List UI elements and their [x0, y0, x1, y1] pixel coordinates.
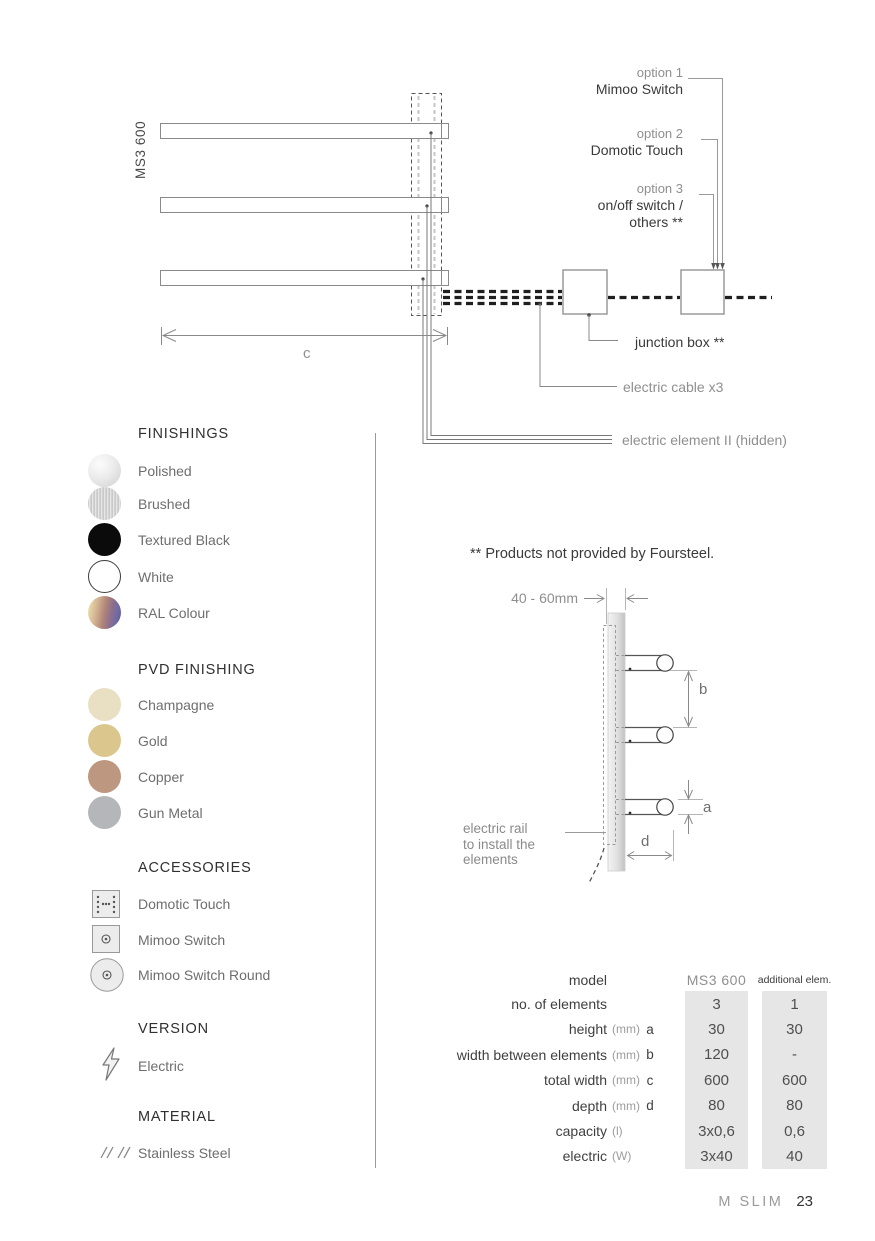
- page-footer: [718, 1193, 813, 1210]
- connection-dot: [629, 668, 632, 671]
- material-heading: MATERIAL: [138, 1109, 216, 1125]
- finishing-label: Brushed: [138, 496, 191, 512]
- electric-cable-label: electric cable x3: [623, 379, 724, 395]
- page-number: 23: [796, 1193, 813, 1210]
- swatch-champagne: [88, 688, 121, 721]
- table-cell-value: 80: [762, 1093, 827, 1118]
- towel-bar-3: [161, 271, 449, 286]
- rail-note-line: electric rail: [463, 821, 528, 836]
- table-cell-value: 80: [685, 1093, 748, 1118]
- wall-distance-label: 40 - 60mm: [511, 590, 578, 606]
- table-row-label: width between elements: [456, 1046, 607, 1063]
- connection-dot: [629, 740, 632, 743]
- table-row-label: height: [568, 1021, 607, 1038]
- electric-bolt-icon: [100, 1047, 122, 1086]
- table-row-letter: [637, 1144, 663, 1169]
- element-line-2: [427, 206, 612, 440]
- leader-line: [589, 315, 618, 341]
- towel-bars: [161, 124, 449, 286]
- arrowhead-down: [720, 263, 725, 270]
- swatch-ral-colour: [88, 596, 121, 629]
- table-header-model: model: [568, 971, 607, 988]
- table-row-label: electric: [562, 1148, 607, 1165]
- version-heading: VERSION: [138, 1021, 209, 1037]
- table-cell-value: -: [762, 1042, 827, 1067]
- table-row-label: no. of elements: [511, 996, 607, 1013]
- table-row-letter: [637, 1118, 663, 1143]
- mimoo-switch-icon: [92, 925, 120, 958]
- table-row-unit: (l): [612, 1124, 623, 1139]
- option-3-tag: option 3: [636, 181, 683, 196]
- towel-bar-1: [161, 124, 449, 139]
- cable-leader: [538, 302, 617, 386]
- dim-b-letter: b: [699, 681, 708, 698]
- table-cell-value: 120: [685, 1042, 748, 1067]
- table-row-unit: (mm): [612, 1022, 640, 1037]
- table-row-label: capacity: [555, 1123, 607, 1140]
- pvd-label: Gold: [138, 733, 168, 749]
- table-cell-value: 3x40: [685, 1144, 748, 1169]
- table-row-unit: (mm): [612, 1073, 640, 1088]
- table-row-label: total width: [543, 1072, 607, 1089]
- table-row-unit: [607, 991, 637, 1016]
- dim-c-letter: c: [303, 345, 311, 362]
- table-row-letter: [637, 991, 663, 1016]
- table-row-letter: b: [646, 1047, 654, 1063]
- swatch-textured-black: [88, 523, 121, 556]
- table-row-letter: d: [646, 1098, 654, 1114]
- table-cell-value: 600: [762, 1068, 827, 1093]
- connection-dot: [629, 812, 632, 815]
- product-model-label: MS3 600: [133, 120, 148, 179]
- material-label: Stainless Steel: [138, 1145, 231, 1161]
- junction-boxes: [563, 270, 724, 314]
- option-3-name: on/off switch /: [597, 197, 683, 213]
- option-2-name: Domotic Touch: [590, 142, 683, 158]
- option-3-name-2: others **: [629, 214, 683, 230]
- exit-cable-dashed: [589, 848, 604, 883]
- swatch-polished: [88, 454, 121, 487]
- swatch-copper: [88, 760, 121, 793]
- dim-d-letter: d: [641, 833, 650, 850]
- table-cell-value: 30: [685, 1017, 748, 1042]
- junction-box-label: junction box **: [635, 334, 725, 350]
- dimension-c: [162, 327, 448, 345]
- table-row-letter: c: [646, 1072, 654, 1088]
- accessory-label: Mimoo Switch: [138, 932, 226, 948]
- rail-note-line: elements: [463, 852, 518, 867]
- table-cell-value: 0,6: [762, 1118, 827, 1143]
- finishing-label: Textured Black: [138, 532, 230, 548]
- table-cell-value: 3x0,6: [685, 1118, 748, 1143]
- swatch-white: [88, 560, 121, 593]
- series-name: M SLIM: [718, 1194, 784, 1210]
- option-2-label: [591, 126, 683, 159]
- pvd-heading: PVD FINISHING: [138, 662, 256, 678]
- junction-box-leader: [587, 313, 618, 340]
- arrowhead-down: [715, 263, 720, 270]
- dimension-d: [628, 830, 674, 861]
- swatch-gun-metal: [88, 796, 121, 829]
- junction-box-1: [563, 270, 607, 314]
- finishing-label: RAL Colour: [138, 605, 210, 621]
- table-row-unit: (mm): [612, 1098, 640, 1113]
- swatch-brushed: [88, 487, 121, 520]
- table-cell-value: 600: [685, 1068, 748, 1093]
- table-row-letter: a: [646, 1021, 654, 1037]
- rail-note-line: to install the: [463, 836, 536, 852]
- table-cell-value: 3: [685, 991, 748, 1016]
- finishing-label: Polished: [138, 463, 192, 479]
- swatch-gold: [88, 724, 121, 757]
- spec-table: [437, 966, 832, 1169]
- products-note: ** Products not provided by Foursteel.: [470, 546, 715, 562]
- dimension-b: [670, 671, 697, 728]
- option-1-tag: option 1: [636, 65, 683, 80]
- pvd-label: Champagne: [138, 697, 215, 713]
- accessory-label: Domotic Touch: [138, 896, 231, 912]
- option-1-name: Mimoo Switch: [595, 81, 683, 97]
- option-3-label: [598, 181, 683, 231]
- table-header-col1: MS3 600: [686, 971, 747, 988]
- finishing-label: White: [138, 569, 174, 585]
- domotic-touch-icon: [92, 890, 120, 923]
- junction-box-2: [681, 270, 724, 314]
- tube-end: [657, 799, 673, 815]
- option3-line: [699, 195, 714, 265]
- table-row-unit: (mm): [612, 1047, 640, 1062]
- pvd-label: Gun Metal: [138, 805, 203, 821]
- table-row-label: depth: [571, 1097, 607, 1114]
- electric-element-label: electric element II (hidden): [622, 432, 787, 448]
- electric-rail-note: [463, 821, 535, 868]
- finishings-heading: FINISHINGS: [138, 426, 229, 442]
- stainless-steel-icon: [99, 1145, 133, 1165]
- option2-line: [701, 140, 718, 265]
- table-cell-value: 30: [762, 1017, 827, 1042]
- mimoo-switch-round-icon: [90, 958, 124, 997]
- dim-a-letter: a: [703, 799, 712, 816]
- option-1-label: [596, 65, 683, 98]
- side-view-drawing: [565, 588, 703, 883]
- option-2-tag: option 2: [636, 126, 683, 141]
- accessories-heading: ACCESSORIES: [138, 860, 252, 876]
- leader-line: [540, 304, 617, 387]
- table-header-col2: additional elem.: [757, 973, 832, 986]
- dimension-a: [678, 780, 703, 834]
- arrowhead-down: [711, 263, 716, 270]
- table-cell-value: 1: [762, 991, 827, 1016]
- table-row-unit: (W): [612, 1149, 632, 1164]
- pvd-label: Copper: [138, 769, 184, 785]
- option-leader-lines: [688, 79, 725, 270]
- tube-end: [657, 655, 673, 671]
- tube-end: [657, 727, 673, 743]
- version-label: Electric: [138, 1058, 184, 1074]
- towel-bar-2: [161, 198, 449, 213]
- table-cell-value: 40: [762, 1144, 827, 1169]
- accessory-label: Mimoo Switch Round: [138, 967, 271, 983]
